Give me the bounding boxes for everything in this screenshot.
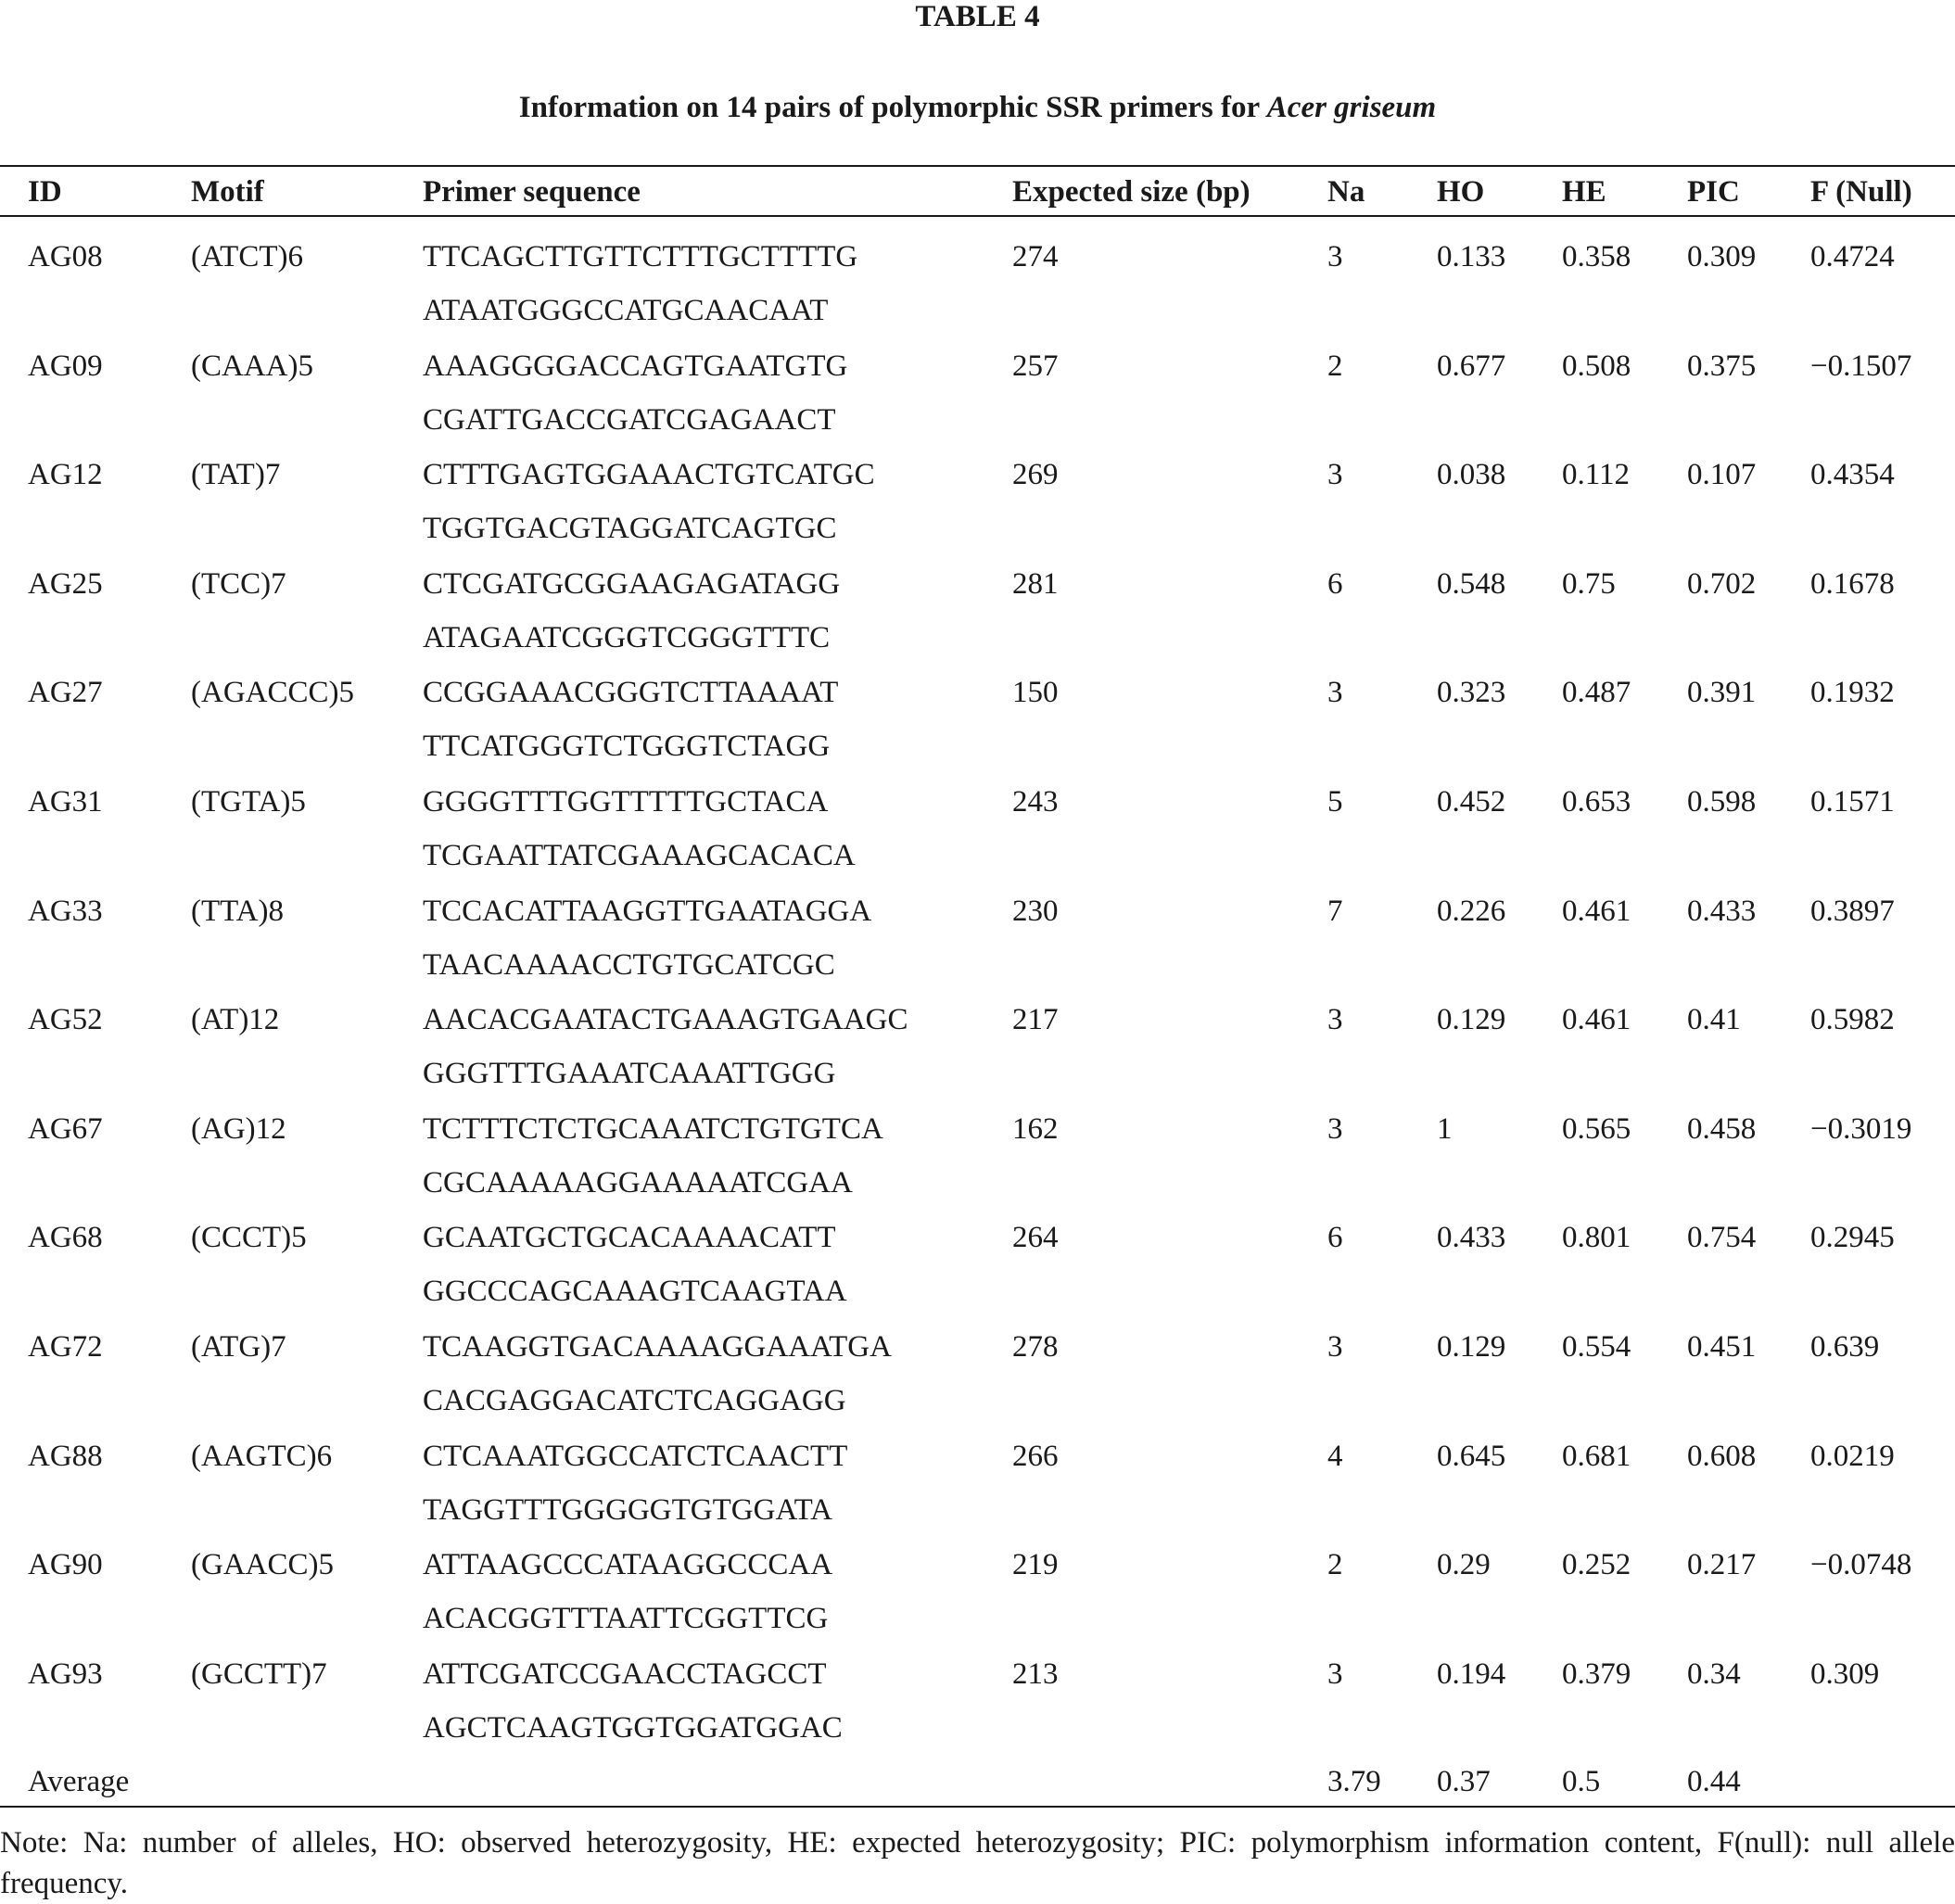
cell-f-null: 0.4724 bbox=[1810, 240, 1895, 273]
cell-he: 0.508 bbox=[1562, 349, 1631, 383]
cell-expected-size: 257 bbox=[1012, 349, 1059, 383]
cell-forward-primer: CTTTGAGTGGAAACTGTCATGC bbox=[423, 458, 875, 491]
cell-reverse-primer: ATAGAATCGGGTCGGGTTTC bbox=[423, 621, 831, 654]
cell-pic: 0.309 bbox=[1687, 240, 1757, 273]
cell-reverse-primer: ATAATGGGCCATGCAACAAT bbox=[423, 294, 829, 327]
cell-forward-primer: GCAATGCTGCACAAAACATT bbox=[423, 1221, 836, 1254]
cell-ho: 0.194 bbox=[1437, 1657, 1506, 1691]
cell-expected-size: 213 bbox=[1012, 1657, 1059, 1691]
cell-pic: 0.41 bbox=[1687, 1003, 1741, 1036]
header-pic: PIC bbox=[1687, 175, 1740, 209]
cell-ho: 0.645 bbox=[1437, 1440, 1506, 1473]
table-number: TABLE 4 bbox=[915, 0, 1040, 33]
cell-he: 0.379 bbox=[1562, 1657, 1631, 1691]
cell-na: 3 bbox=[1327, 1003, 1343, 1036]
cell-motif: (AAGTC)6 bbox=[191, 1440, 333, 1473]
cell-f-null: 0.639 bbox=[1810, 1330, 1880, 1364]
cell-forward-primer: AAAGGGGACCAGTGAATGTG bbox=[423, 349, 848, 383]
cell-pic: 0.754 bbox=[1687, 1221, 1757, 1254]
cell-forward-primer: TCTTTCTCTGCAAATCTGTGTCA bbox=[423, 1112, 883, 1146]
cell-reverse-primer: CACGAGGACATCTCAGGAGG bbox=[423, 1384, 846, 1417]
cell-expected-size: 150 bbox=[1012, 676, 1059, 709]
cell-ho: 0.452 bbox=[1437, 785, 1506, 819]
cell-na: 3 bbox=[1327, 458, 1343, 491]
cell-expected-size: 243 bbox=[1012, 785, 1059, 819]
cell-pic: 0.702 bbox=[1687, 567, 1757, 601]
header-id: ID bbox=[28, 175, 62, 209]
cell-motif: (AGACCC)5 bbox=[191, 676, 355, 709]
cell-pic: 0.608 bbox=[1687, 1440, 1757, 1473]
cell-expected-size: 219 bbox=[1012, 1548, 1059, 1581]
cell-pic: 0.458 bbox=[1687, 1112, 1757, 1146]
cell-ho: 0.433 bbox=[1437, 1221, 1506, 1254]
cell-ho: 0.323 bbox=[1437, 676, 1506, 709]
average-ho: 0.37 bbox=[1437, 1765, 1491, 1798]
cell-na: 7 bbox=[1327, 895, 1343, 928]
cell-he: 0.565 bbox=[1562, 1112, 1631, 1146]
cell-reverse-primer: GGCCCAGCAAAGTCAAGTAA bbox=[423, 1275, 847, 1308]
cell-reverse-primer: AGCTCAAGTGGTGGATGGAC bbox=[423, 1711, 843, 1745]
cell-na: 2 bbox=[1327, 349, 1343, 383]
cell-forward-primer: CCGGAAACGGGTCTTAAAAT bbox=[423, 676, 839, 709]
average-he: 0.5 bbox=[1562, 1765, 1601, 1798]
cell-ho: 0.129 bbox=[1437, 1003, 1506, 1036]
cell-reverse-primer: CGATTGACCGATCGAGAACT bbox=[423, 403, 836, 437]
cell-f-null: 0.1932 bbox=[1810, 676, 1895, 709]
average-na: 3.79 bbox=[1327, 1765, 1381, 1798]
table-note: Note: Na: number of alleles, HO: observed heterozygosity, HE: expected heterozygosity; PIC: polymorphism information content, F(null): null allele frequency. bbox=[0, 1826, 1955, 1900]
cell-ho: 0.226 bbox=[1437, 895, 1506, 928]
cell-he: 0.75 bbox=[1562, 567, 1616, 601]
cell-id: AG12 bbox=[28, 458, 103, 491]
cell-id: AG08 bbox=[28, 240, 103, 273]
cell-reverse-primer: ACACGGTTTAATTCGGTTCG bbox=[423, 1602, 829, 1635]
header-motif: Motif bbox=[191, 175, 264, 209]
cell-ho: 0.129 bbox=[1437, 1330, 1506, 1364]
cell-id: AG33 bbox=[28, 895, 103, 928]
caption-species: Acer griseum bbox=[1266, 91, 1437, 124]
table-top-rule bbox=[0, 165, 1955, 167]
cell-ho: 1 bbox=[1437, 1112, 1453, 1146]
caption-text: Information on 14 pairs of polymorphic SSR primers for bbox=[518, 91, 1267, 124]
cell-pic: 0.34 bbox=[1687, 1657, 1741, 1691]
cell-id: AG09 bbox=[28, 349, 103, 383]
cell-na: 4 bbox=[1327, 1440, 1343, 1473]
cell-motif: (TAT)7 bbox=[191, 458, 281, 491]
cell-na: 3 bbox=[1327, 676, 1343, 709]
header-ho: HO bbox=[1437, 175, 1485, 209]
cell-id: AG90 bbox=[28, 1548, 103, 1581]
cell-reverse-primer: TCGAATTATCGAAAGCACACA bbox=[423, 839, 856, 872]
cell-na: 5 bbox=[1327, 785, 1343, 819]
cell-motif: (TGTA)5 bbox=[191, 785, 306, 819]
cell-motif: (ATCT)6 bbox=[191, 240, 303, 273]
cell-id: AG67 bbox=[28, 1112, 103, 1146]
cell-na: 3 bbox=[1327, 1330, 1343, 1364]
cell-ho: 0.133 bbox=[1437, 240, 1506, 273]
cell-f-null: 0.309 bbox=[1810, 1657, 1880, 1691]
cell-he: 0.487 bbox=[1562, 676, 1631, 709]
cell-forward-primer: ATTCGATCCGAACCTAGCCT bbox=[423, 1657, 827, 1691]
cell-expected-size: 278 bbox=[1012, 1330, 1059, 1364]
table-bottom-rule bbox=[0, 1806, 1955, 1808]
cell-he: 0.112 bbox=[1562, 458, 1631, 491]
cell-f-null: −0.1507 bbox=[1810, 349, 1912, 383]
cell-he: 0.554 bbox=[1562, 1330, 1631, 1364]
cell-reverse-primer: TAGGTTTGGGGGTGTGGATA bbox=[423, 1493, 832, 1527]
cell-reverse-primer: TTCATGGGTCTGGGTCTAGG bbox=[423, 730, 831, 763]
header-primer-sequence: Primer sequence bbox=[423, 175, 641, 209]
cell-motif: (GAACC)5 bbox=[191, 1548, 334, 1581]
cell-expected-size: 162 bbox=[1012, 1112, 1059, 1146]
cell-na: 6 bbox=[1327, 567, 1343, 601]
cell-motif: (TCC)7 bbox=[191, 567, 286, 601]
cell-id: AG93 bbox=[28, 1657, 103, 1691]
cell-forward-primer: TTCAGCTTGTTCTTTGCTTTTG bbox=[423, 240, 858, 273]
cell-he: 0.358 bbox=[1562, 240, 1631, 273]
cell-f-null: −0.3019 bbox=[1810, 1112, 1912, 1146]
cell-f-null: −0.0748 bbox=[1810, 1548, 1912, 1581]
cell-expected-size: 269 bbox=[1012, 458, 1059, 491]
cell-reverse-primer: TGGTGACGTAGGATCAGTGC bbox=[423, 512, 837, 545]
cell-pic: 0.107 bbox=[1687, 458, 1757, 491]
cell-ho: 0.038 bbox=[1437, 458, 1506, 491]
cell-he: 0.681 bbox=[1562, 1440, 1631, 1473]
cell-pic: 0.451 bbox=[1687, 1330, 1757, 1364]
cell-forward-primer: ATTAAGCCCATAAGGCCCAA bbox=[423, 1548, 833, 1581]
cell-expected-size: 281 bbox=[1012, 567, 1059, 601]
cell-pic: 0.391 bbox=[1687, 676, 1757, 709]
cell-expected-size: 264 bbox=[1012, 1221, 1059, 1254]
cell-forward-primer: CTCAAATGGCCATCTCAACTT bbox=[423, 1440, 848, 1473]
cell-he: 0.461 bbox=[1562, 895, 1631, 928]
cell-he: 0.252 bbox=[1562, 1548, 1631, 1581]
cell-motif: (CAAA)5 bbox=[191, 349, 313, 383]
header-expected-size: Expected size (bp) bbox=[1012, 175, 1250, 209]
table-header-rule bbox=[0, 215, 1955, 217]
cell-ho: 0.677 bbox=[1437, 349, 1506, 383]
cell-f-null: 0.1571 bbox=[1810, 785, 1895, 819]
cell-na: 6 bbox=[1327, 1221, 1343, 1254]
cell-reverse-primer: TAACAAAACCTGTGCATCGC bbox=[423, 948, 835, 982]
cell-f-null: 0.4354 bbox=[1810, 458, 1895, 491]
cell-forward-primer: TCCACATTAAGGTTGAATAGGA bbox=[423, 895, 872, 928]
cell-na: 3 bbox=[1327, 1112, 1343, 1146]
cell-forward-primer: GGGGTTTGGTTTTTGCTACA bbox=[423, 785, 829, 819]
cell-f-null: 0.3897 bbox=[1810, 895, 1895, 928]
header-na: Na bbox=[1327, 175, 1365, 209]
cell-id: AG27 bbox=[28, 676, 103, 709]
cell-na: 3 bbox=[1327, 1657, 1343, 1691]
cell-motif: (GCCTT)7 bbox=[191, 1657, 327, 1691]
cell-f-null: 0.5982 bbox=[1810, 1003, 1895, 1036]
table-caption bbox=[0, 89, 1955, 126]
cell-motif: (AG)12 bbox=[191, 1112, 286, 1146]
cell-ho: 0.29 bbox=[1437, 1548, 1491, 1581]
cell-expected-size: 266 bbox=[1012, 1440, 1059, 1473]
cell-f-null: 0.0219 bbox=[1810, 1440, 1895, 1473]
cell-ho: 0.548 bbox=[1437, 567, 1506, 601]
cell-na: 3 bbox=[1327, 240, 1343, 273]
cell-f-null: 0.2945 bbox=[1810, 1221, 1895, 1254]
cell-id: AG25 bbox=[28, 567, 103, 601]
cell-forward-primer: CTCGATGCGGAAGAGATAGG bbox=[423, 567, 841, 601]
cell-forward-primer: AACACGAATACTGAAAGTGAAGC bbox=[423, 1003, 908, 1036]
cell-he: 0.461 bbox=[1562, 1003, 1631, 1036]
cell-he: 0.653 bbox=[1562, 785, 1631, 819]
cell-expected-size: 230 bbox=[1012, 895, 1059, 928]
average-label: Average bbox=[28, 1765, 130, 1798]
cell-na: 2 bbox=[1327, 1548, 1343, 1581]
average-pic: 0.44 bbox=[1687, 1765, 1741, 1798]
cell-expected-size: 217 bbox=[1012, 1003, 1059, 1036]
cell-id: AG52 bbox=[28, 1003, 103, 1036]
cell-reverse-primer: CGCAAAAAGGAAAAATCGAA bbox=[423, 1166, 853, 1200]
cell-f-null: 0.1678 bbox=[1810, 567, 1895, 601]
cell-motif: (AT)12 bbox=[191, 1003, 280, 1036]
cell-id: AG68 bbox=[28, 1221, 103, 1254]
header-f-null: F (Null) bbox=[1810, 175, 1912, 209]
cell-id: AG88 bbox=[28, 1440, 103, 1473]
cell-motif: (TTA)8 bbox=[191, 895, 284, 928]
cell-motif: (ATG)7 bbox=[191, 1330, 286, 1364]
cell-reverse-primer: GGGTTTGAAATCAAATTGGG bbox=[423, 1057, 836, 1090]
cell-pic: 0.217 bbox=[1687, 1548, 1757, 1581]
cell-id: AG31 bbox=[28, 785, 103, 819]
cell-forward-primer: TCAAGGTGACAAAAGGAAATGA bbox=[423, 1330, 892, 1364]
cell-pic: 0.375 bbox=[1687, 349, 1757, 383]
header-he: HE bbox=[1562, 175, 1606, 209]
cell-id: AG72 bbox=[28, 1330, 103, 1364]
cell-pic: 0.598 bbox=[1687, 785, 1757, 819]
cell-he: 0.801 bbox=[1562, 1221, 1631, 1254]
cell-motif: (CCCT)5 bbox=[191, 1221, 307, 1254]
cell-pic: 0.433 bbox=[1687, 895, 1757, 928]
cell-expected-size: 274 bbox=[1012, 240, 1059, 273]
